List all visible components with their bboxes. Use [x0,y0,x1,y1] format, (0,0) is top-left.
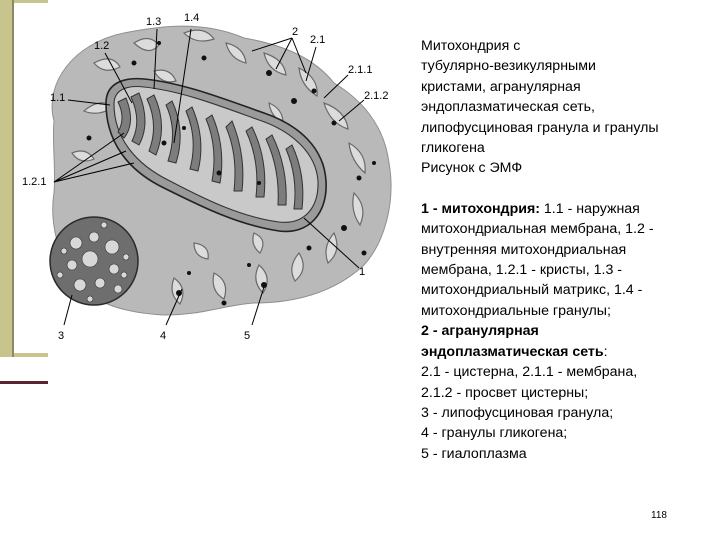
legend-mitochondrion-line [421,199,689,219]
title-line: кристами, агранулярная [421,78,581,95]
legend-text: 1.1 - наружная [539,200,640,217]
label-2-1-1: 2.1.1 [348,64,373,76]
label-1-2: 1.2 [94,40,110,52]
label-1-4: 1.4 [184,12,200,24]
legend-line: 2.1.2 - просвет цистерны; [421,384,589,401]
label-2-1: 2.1 [310,34,326,46]
legend-line: митохондриальные гранулы; [421,302,611,319]
decor-maroon-rule [0,381,48,384]
legend-line: митохондриальный матрикс, 1.4 - [421,282,643,299]
lipofuscin-granule [50,217,138,305]
title-line: тубулярно-везикулярными [421,58,596,75]
legend-line: внутренняя митохондриальная [421,241,627,258]
figure-caption: Рисунок с ЭМФ [421,160,523,177]
legend-line: 3 - липофусциновая гранула; [421,404,614,421]
title-line: Митохондрия с [421,38,521,54]
legend-line: 2.1 - цистерна, 2.1.1 - мембрана, [421,364,638,381]
label-2: 2 [292,26,299,38]
legend-er-heading: 2 - агранулярная [421,323,539,340]
slide-text [421,36,689,464]
label-3: 3 [58,330,65,342]
label-1-3: 1.3 [146,16,162,28]
label-1-2-1: 1.2.1 [22,176,47,188]
legend-er-heading-cont: эндоплазматическая сеть [421,343,604,360]
legend-mitochondrion-heading: 1 - митохондрия: [421,200,540,217]
label-5: 5 [244,330,251,342]
legend-line: митохондриальная мембрана, 1.2 - [421,221,654,238]
page-number: 118 [651,510,667,521]
title-line: эндоплазматическая сеть, [421,99,595,116]
micrograph-drawing [14,3,412,353]
label-1-1: 1.1 [50,92,66,104]
legend-line: 5 - гиалоплазма [421,445,527,462]
legend-colon: : [603,343,608,360]
label-1: 1 [359,266,366,278]
electron-micrograph-figure [14,3,412,353]
title-line: липофусциновая гранула и гранулы [421,119,659,136]
label-2-1-2: 2.1.2 [364,90,389,102]
title-line: гликогена [421,140,485,157]
label-4: 4 [160,330,167,342]
legend-er-heading-line [421,342,689,362]
legend-line: 4 - гранулы гликогена; [421,425,568,442]
legend-line: мембрана, 1.2.1 - кристы, 1.3 - [421,262,623,279]
